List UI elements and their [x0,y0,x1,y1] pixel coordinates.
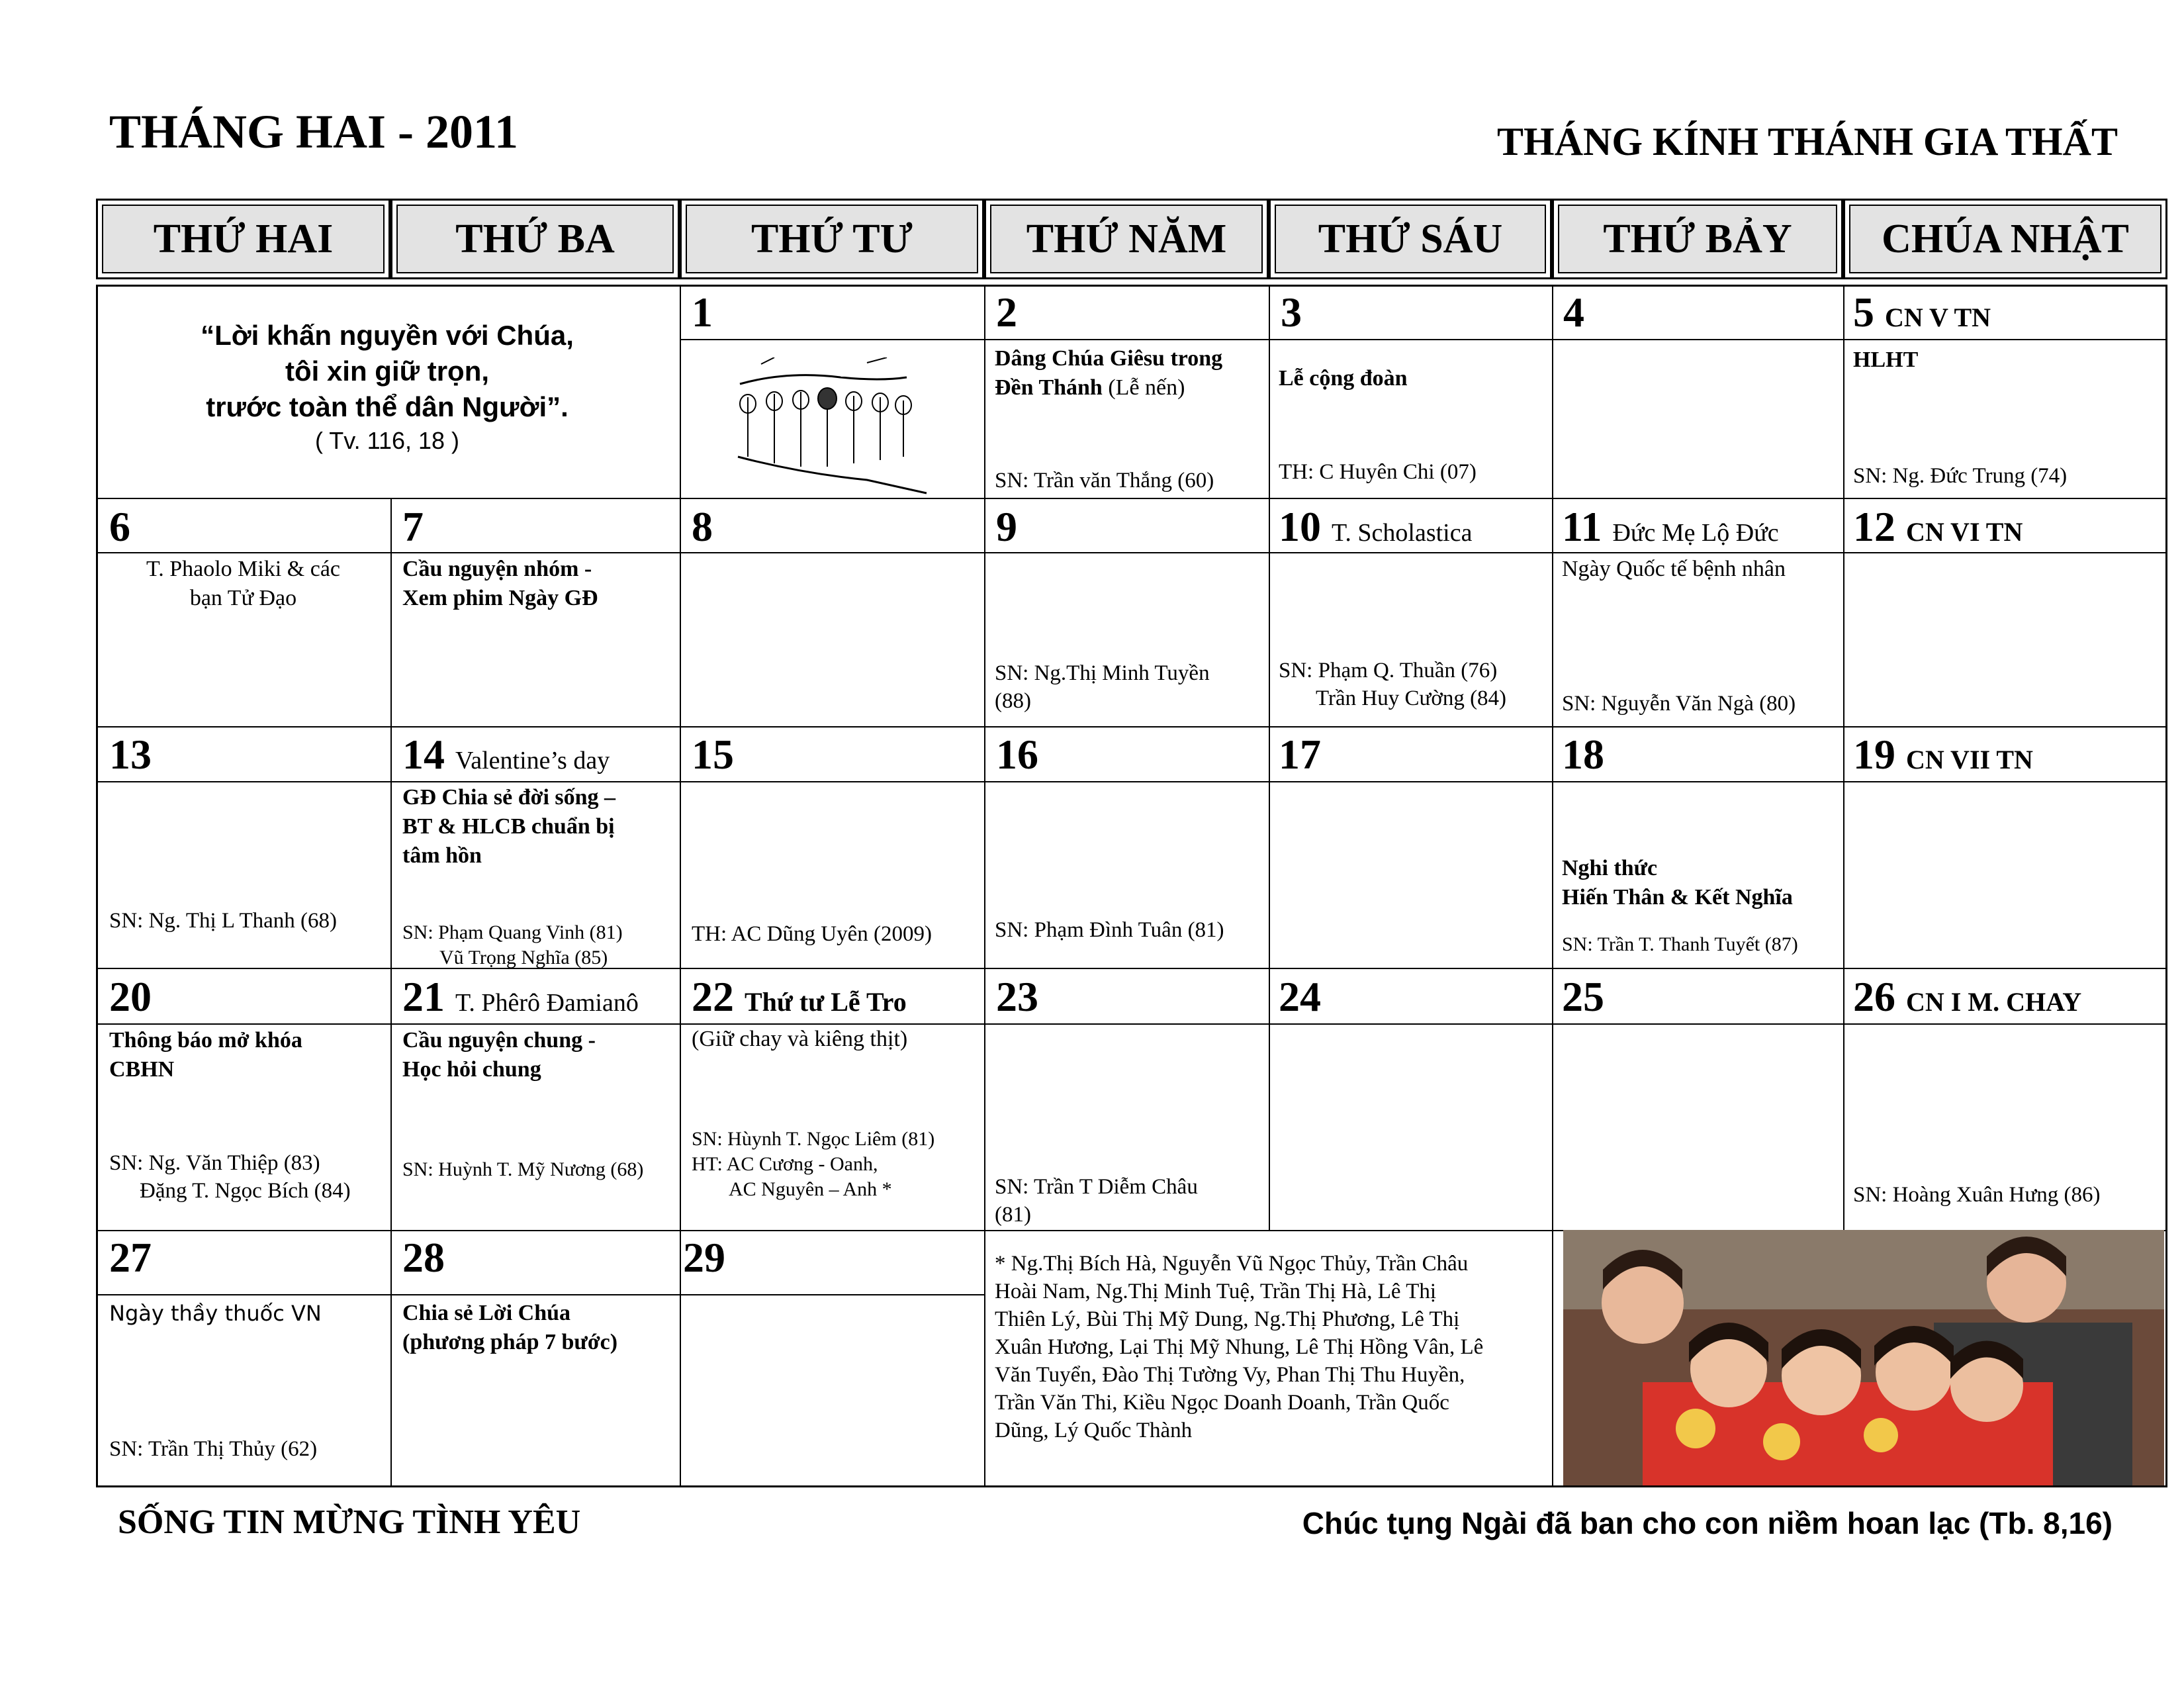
day-number: 13 [109,731,152,778]
weekday-wed: THỨ TƯ [680,199,984,279]
weekday-thu: THỨ NĂM [984,199,1269,279]
page-title: THÁNG HAI - 2011 [109,105,519,158]
birthday-text: SN: Trần văn Thắng (60) [995,469,1214,492]
grid-line [96,498,2167,499]
event-text: Cầu nguyện nhóm - Xem phim Ngày GĐ [402,557,598,610]
birthday-text: TH: AC Dũng Uyên (2009) [692,922,932,946]
day-number: 2 [996,289,1017,336]
day-number: 10 T. Scholastica [1279,503,1473,550]
event-text: Ngày thầy thuốc VN [109,1301,322,1326]
birthday-text: SN: Trần T Diễm Châu (81) [995,1175,1198,1227]
weekday-tue: THỨ BA [390,199,680,279]
footer-verse: Chúc tụng Ngài đã ban cho con niềm hoan lạc (Tb. 8,16) [1302,1506,2113,1540]
group-photo-image [1563,1230,2164,1485]
day-number: 27 [109,1234,152,1281]
grid-line [680,285,681,1487]
birthday-text: SN: Huỳnh T. Mỹ Nương (68) [402,1158,644,1180]
quote-reference: ( Tv. 116, 18 ) [314,427,460,454]
grid-line [680,1294,984,1295]
weekday-fri: THỨ SÁU [1269,199,1552,279]
day-number: 8 [692,503,713,550]
event-text: Dâng Chúa Giêsu trong Đền Thánh (Lễ nến) [995,346,1223,400]
day-number: 24 [1279,973,1321,1020]
birthday-text: SN: Phạm Q. Thuần (76) Trần Huy Cường (84) [1279,659,1507,710]
day-number: 20 [109,973,152,1020]
weekday-sat: THỨ BẢY [1552,199,1843,279]
event-text: Nghi thức Hiến Thân & Kết Nghĩa [1562,856,1793,910]
grid-line [96,1230,1563,1231]
day-number: 23 [996,973,1038,1020]
presentation-sketch-icon [735,357,933,496]
birthday-text: SN: Phạm Quang Vinh (81) Vũ Trọng Nghĩa (85) [402,921,623,968]
scripture-quote [99,318,675,457]
birthday-text: SN: Trần Thị Thủy (62) [109,1437,318,1461]
group-photo [1563,1230,2164,1485]
day-number: 9 [996,503,1017,550]
grid-line [1552,1230,1553,1487]
birthday-text: SN: Trần T. Thanh Tuyết (87) [1562,933,1798,955]
grid-line [96,726,2167,727]
quote-line: tôi xin giữ trọn, [285,355,490,387]
day-number: 7 [402,503,424,550]
event-text: HLHT [1853,348,1919,372]
grid-line [984,285,985,1487]
birthday-text: SN: Hoàng Xuân Hưng (86) [1853,1183,2101,1207]
day-number: 21 T. Phêrô Đamianô [402,973,639,1020]
grid-line [1552,285,1553,1230]
grid-line [680,339,2167,340]
day-number: 19 CN VII TN [1853,731,2033,778]
day-number: 11 Đức Mẹ Lộ Đức [1562,503,1779,550]
weekday-sun: CHÚA NHẬT [1843,199,2167,279]
event-text: Cầu nguyện chung - Học hỏi chung [402,1028,596,1082]
day-number: 3 [1281,289,1302,336]
month-theme: THÁNG KÍNH THÁNH GIA THẤT [1497,120,2118,164]
birthday-text: SN: Ng.Thị Minh Tuyền (88) [995,661,1210,713]
day-number: 25 [1562,973,1604,1020]
day-number: 12 CN VI TN [1853,503,2023,550]
birthday-text: SN: Ng. Văn Thiệp (83) Đặng T. Ngọc Bích (84) [109,1151,351,1203]
event-text: Ngày Quốc tế bệnh nhân [1562,557,1786,581]
grid-line [96,552,2167,553]
birthday-text: SN: Nguyễn Văn Ngà (80) [1562,692,1796,716]
day-number: 16 [996,731,1038,778]
day-number: 5 CN V TN [1853,289,1991,336]
birthday-text: SN: Ng. Thị L Thanh (68) [109,909,338,933]
grid-line [96,1023,2167,1025]
day-number: 14 Valentine’s day [402,731,610,778]
day-number: 17 [1279,731,1321,778]
day-number: 26 CN I M. CHAY [1853,973,2082,1020]
event-text: Lễ cộng đoàn [1279,366,1408,391]
birthday-text: TH: C Huyên Chi (07) [1279,460,1477,484]
event-text: (Giữ chay và kiêng thịt) [692,1027,908,1051]
day-number: 22 Thứ tư Lễ Tro [692,973,907,1020]
grid-line [96,781,2167,782]
day-number: 28 [402,1234,445,1281]
quote-line: trước toàn thể dân Người”. [206,391,569,422]
grid-line [390,498,392,1487]
footer-slogan: SỐNG TIN MỪNG TÌNH YÊU [118,1503,581,1541]
event-text: Thông báo mở khóa CBHN [109,1028,302,1082]
weekday-mon: THỨ HAI [96,199,390,279]
day-number: 18 [1562,731,1604,778]
grid-line [1269,285,1270,1230]
day-number: 15 [692,731,734,778]
event-text: GĐ Chia sẻ đời sống – BT & HLCB chuẩn bị tâm hồn [402,785,616,868]
grid-line [96,1294,680,1295]
day-number: 4 [1563,289,1584,336]
grid-line [1843,285,1844,1230]
day-number: 1 [692,289,713,336]
birthday-text: SN: Phạm Đình Tuân (81) [995,918,1224,942]
birthday-text: SN: Hùynh T. Ngọc Liêm (81) HT: AC Cương - Oanh, AC Nguyên – Anh * [692,1128,935,1200]
birthday-text: SN: Ng. Đức Trung (74) [1853,464,2068,488]
event-text: Chia sẻ Lời Chúa (phương pháp 7 bước) [402,1301,618,1354]
quote-line: “Lời khấn nguyền với Chúa, [201,320,574,351]
names-note: * Ng.Thị Bích Hà, Nguyễn Vũ Ngọc Thủy, Trần Châu Hoài Nam, Ng.Thị Minh Tuệ, Trần Thị Hà, Lê Thị Thiên Lý, Bùi Thị Mỹ Dung, Ng.Thị Phương, Lê Thị Xuân Hương, Lại Thị Mỹ Nhung, Lê Thị Hồng Vân, Lê Văn Tuyển, Đào Thị Tường Vy, Phan Thị Thu Huyền, Trần Văn Thi, Kiều Ngọc Doanh Doanh, Trần Quốc Dũng, Lý Quốc Thành [995,1252,1484,1442]
day-number: 29 [683,1234,725,1281]
day-number: 6 [109,503,130,550]
event-text: T. Phaolo Miki & các bạn Tử Đạo [146,557,341,610]
